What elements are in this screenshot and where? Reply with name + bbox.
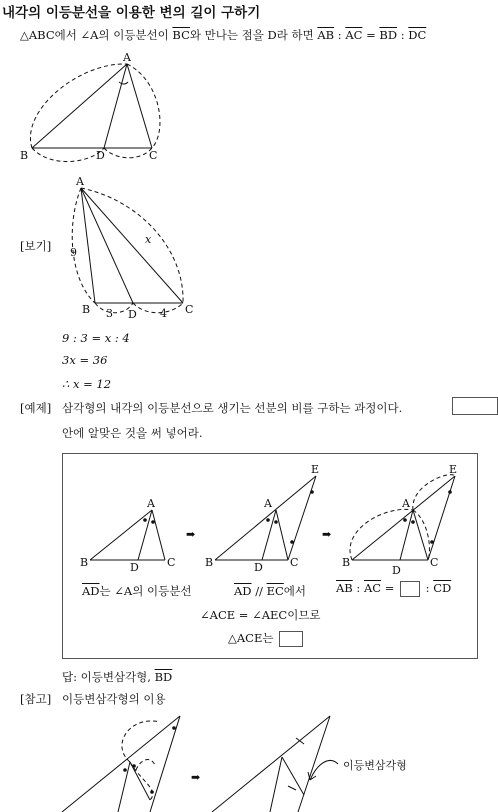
segment-ab: $\overline{AB}$: [317, 28, 335, 42]
fig2-label-c: C: [185, 303, 194, 316]
note-text: 이등변삼각형의 이용: [62, 692, 166, 706]
answer-text: 답: 이등변삼각형,: [62, 670, 151, 684]
p3-label-e: E: [449, 463, 458, 476]
fig2-label-a: A: [76, 175, 84, 188]
exercise-text-2: 안에 알맞은 것을 써 넣어라.: [62, 426, 203, 440]
fig2-label-d: D: [128, 308, 137, 321]
proof-line-2: ∠ACE = ∠AEC이므로: [200, 608, 321, 622]
p1-label-b: B: [80, 556, 89, 569]
p2-label-e: E: [311, 463, 320, 476]
segment-ac: $\overline{AC}$: [363, 581, 382, 595]
segment-bc: $\overline{BC}$: [172, 28, 190, 42]
segment-ac: $\overline{AC}$: [345, 28, 363, 42]
fig1-label-b: B: [20, 149, 29, 162]
p1-label-d: D: [130, 561, 139, 574]
example-tag: [보기]: [20, 239, 52, 253]
page-title: 내각의 이등분선을 이용한 변의 길이 구하기: [2, 5, 261, 21]
segment-cd: $\overline{CD}$: [433, 581, 452, 595]
colon: :: [400, 28, 405, 42]
segment-bd: $\overline{BD}$: [379, 28, 398, 42]
fig2-bd-length: 3: [106, 307, 113, 320]
statement-prefix: △ABC에서 ∠A의 이등분선이: [20, 28, 169, 42]
proof-text: 에서: [283, 584, 307, 598]
p2-label-b: B: [205, 556, 214, 569]
equals: =: [366, 28, 376, 42]
fig1-label-c: C: [149, 149, 158, 162]
colon: :: [337, 28, 342, 42]
segment-bd: $\overline{BD}$: [154, 670, 173, 684]
proof-text: △ACE는: [228, 631, 274, 645]
p3-label-c: C: [430, 556, 439, 569]
calc-line-3: ∴ x = 12: [62, 377, 112, 391]
segment-dc: $\overline{DC}$: [408, 28, 427, 42]
p3-label-b: B: [342, 556, 351, 569]
segment-ab: $\overline{AB}$: [336, 581, 353, 595]
fig1-label-a: A: [123, 51, 131, 64]
arrow-right-icon: ➡: [186, 528, 196, 541]
exercise-tag: [예제]: [20, 401, 52, 415]
p2-label-d: D: [254, 561, 263, 574]
colon: :: [425, 581, 430, 595]
segment-ad: $\overline{AD}$: [82, 584, 100, 598]
p3-label-a: A: [402, 497, 410, 510]
fig2-label-b: B: [82, 303, 91, 316]
p2-label-a: A: [264, 497, 272, 510]
exercise-text-1: 삼각형의 내각의 이등분선으로 생기는 선분의 비를 구하는 과정이다.: [62, 401, 403, 415]
calc-line-2: 3x = 36: [62, 353, 108, 367]
segment-ad: $\overline{AD}$: [234, 584, 252, 598]
colon: :: [356, 581, 361, 595]
p1-label-a: A: [147, 497, 155, 510]
p2-label-c: C: [290, 556, 299, 569]
isosceles-label: 이등변삼각형: [343, 759, 407, 772]
segment-ec: $\overline{EC}$: [266, 584, 284, 598]
equals: =: [384, 581, 395, 595]
arrow-right-icon: ➡: [322, 528, 332, 541]
calc-line-1: 9 : 3 = x : 4: [62, 331, 130, 345]
fig2-side-ab: 9: [70, 246, 77, 259]
fig2-dc-length: 4: [160, 307, 167, 320]
p1-label-c: C: [167, 556, 176, 569]
note-tag: [참고]: [20, 692, 52, 706]
statement-mid: 와 만나는 점을 D라 하면: [189, 28, 314, 42]
proof-text: 는 ∠A의 이등분선: [99, 584, 192, 598]
fig1-label-d: D: [96, 149, 105, 162]
parallel-symbol: //: [255, 584, 263, 598]
p3-label-d: D: [392, 564, 401, 577]
arrow-right-icon: ➡: [191, 771, 201, 784]
fig2-side-ac: x: [145, 233, 152, 246]
